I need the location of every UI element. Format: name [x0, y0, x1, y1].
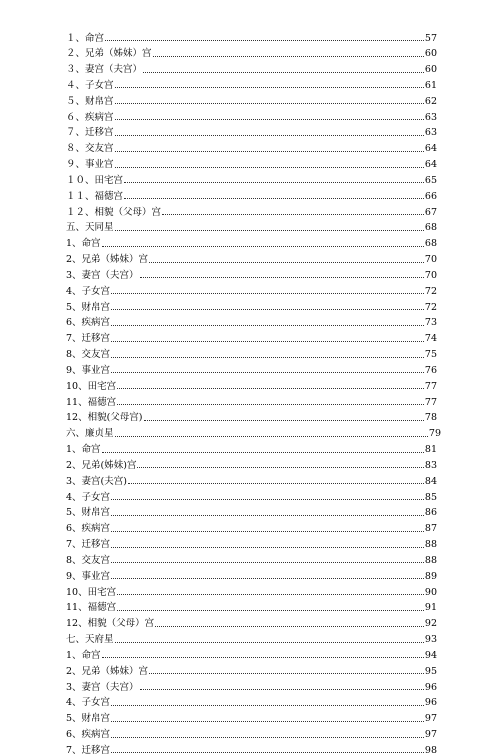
dot-leader — [143, 72, 424, 73]
toc-entry-title: 6、疾病宫 — [66, 317, 111, 329]
toc-entry-title: 2、兄弟（姊妹）宫 — [66, 665, 149, 677]
toc-entry-page-number: 95 — [424, 665, 437, 677]
toc-entry — [66, 312, 437, 328]
toc-entry — [66, 676, 437, 692]
toc-entry-page-number: 66 — [424, 190, 437, 202]
toc-entry — [66, 518, 437, 534]
toc-entry-title: 4、子女宫 — [66, 491, 111, 503]
toc-entry — [66, 581, 437, 597]
dot-leader — [111, 578, 424, 579]
toc-entry-page-number: 96 — [424, 681, 437, 693]
dot-leader — [117, 388, 424, 389]
dot-leader — [111, 531, 424, 532]
toc-entry — [66, 644, 437, 660]
toc-entry-page-number: 79 — [428, 428, 441, 440]
toc-entry-page-number: 91 — [424, 602, 437, 614]
toc-entry — [66, 185, 437, 201]
toc-entry — [66, 280, 437, 296]
toc-entry — [66, 59, 437, 75]
dot-leader — [111, 737, 424, 738]
toc-entry — [66, 549, 437, 565]
toc-entry-title: 12、相貌(父母宫) — [66, 412, 143, 424]
toc-entry — [66, 74, 437, 90]
toc-entry-page-number: 97 — [424, 729, 437, 741]
toc-entry-title: １０、田宅宫 — [66, 174, 124, 186]
dot-leader — [111, 372, 424, 373]
toc-entry-title: ５、财帛宫 — [66, 95, 114, 107]
dot-leader — [140, 689, 424, 690]
dot-leader — [128, 483, 424, 484]
toc-entry-page-number: 65 — [424, 174, 437, 186]
toc-entry — [66, 201, 437, 217]
dot-leader — [115, 87, 424, 88]
toc-entry-page-number: 64 — [424, 143, 437, 155]
dot-leader — [111, 325, 424, 326]
toc-entry-page-number: 68 — [424, 238, 437, 250]
dot-leader — [111, 721, 424, 722]
dot-leader — [117, 610, 424, 611]
dot-leader — [124, 182, 424, 183]
toc-entry-title: １１、福德宫 — [66, 190, 124, 202]
toc-entry-title: 五、天同星 — [66, 222, 114, 234]
toc-entry-title: 7、迁移宫 — [66, 744, 111, 756]
toc-entry-page-number: 86 — [424, 507, 437, 519]
dot-leader — [111, 357, 424, 358]
toc-entry-title: 7、迁移宫 — [66, 333, 111, 345]
toc-entry-page-number: 88 — [424, 539, 437, 551]
toc-entry-title: ４、子女宫 — [66, 79, 114, 91]
toc-entry-title: 11、福德宫 — [66, 602, 117, 614]
toc-entry-title: 10、田宅宫 — [66, 380, 117, 392]
toc-entry-title: 8、交友宫 — [66, 554, 111, 566]
toc-entry-page-number: 63 — [424, 111, 437, 123]
toc-entry-title: 10、田宅宫 — [66, 586, 117, 598]
toc-entry-title: ９、事业宫 — [66, 159, 114, 171]
dot-leader — [162, 214, 424, 215]
toc-entry-title: 6、疾病宫 — [66, 729, 111, 741]
dot-leader — [115, 642, 424, 643]
toc-entry — [66, 613, 437, 629]
dot-leader — [111, 705, 424, 706]
toc-entry-title: 11、福德宫 — [66, 396, 117, 408]
dot-leader — [115, 151, 424, 152]
toc-entry-title: １、命宫 — [66, 32, 105, 44]
toc-entry-title: ２、兄弟（姊妹）宫 — [66, 48, 152, 60]
toc-entry-page-number: 70 — [424, 269, 437, 281]
toc-entry — [66, 565, 437, 581]
toc-entry-page-number: 94 — [424, 649, 437, 661]
dot-leader — [111, 293, 424, 294]
toc-entry — [66, 391, 437, 407]
dot-leader — [149, 262, 424, 263]
dot-leader — [111, 341, 424, 342]
toc-entry — [66, 138, 437, 154]
toc-entry-page-number: 77 — [424, 380, 437, 392]
dot-leader — [111, 547, 424, 548]
toc-entry-page-number: 92 — [424, 618, 437, 630]
toc-entry-title: 9、事业宫 — [66, 364, 111, 376]
toc-entry-page-number: 60 — [424, 48, 437, 60]
toc-entry-page-number: 88 — [424, 554, 437, 566]
toc-entry — [66, 264, 437, 280]
toc-entry-title: 1、命宫 — [66, 649, 101, 661]
toc-entry — [66, 249, 437, 265]
toc-entry-title: ３、妻宫（夫宫） — [66, 64, 143, 76]
dot-leader — [137, 467, 423, 468]
dot-leader — [153, 56, 424, 57]
dot-leader — [105, 40, 424, 41]
toc-entry — [66, 660, 437, 676]
toc-entry — [66, 708, 437, 724]
dot-leader — [115, 230, 424, 231]
toc-entry-title: 5、财帛宫 — [66, 713, 111, 725]
toc-entry-page-number: 85 — [424, 491, 437, 503]
toc-entry-title: 七、天府星 — [66, 634, 114, 646]
toc-entry-page-number: 89 — [424, 570, 437, 582]
toc-entry-title: ８、交友宫 — [66, 143, 114, 155]
dot-leader — [111, 562, 424, 563]
toc-entry-page-number: 75 — [424, 349, 437, 361]
dot-leader — [115, 135, 424, 136]
toc-entry-page-number: 98 — [424, 744, 437, 756]
toc-entry-page-number: 57 — [424, 32, 437, 44]
toc-entry — [66, 122, 437, 138]
toc-entry-page-number: 63 — [424, 127, 437, 139]
toc-entry-page-number: 90 — [424, 586, 437, 598]
toc-entry-page-number: 70 — [424, 254, 437, 266]
toc-entry — [66, 90, 437, 106]
toc-entry-title: １２、相貌（父母）宫 — [66, 206, 162, 218]
toc-entry — [66, 296, 437, 312]
toc-entry — [66, 739, 437, 755]
toc-entry — [66, 106, 437, 122]
dot-leader — [111, 752, 424, 753]
toc-entry — [66, 169, 437, 185]
toc-entry-title: 1、命宫 — [66, 444, 101, 456]
toc-entry — [66, 359, 437, 375]
toc-entry-page-number: 84 — [424, 475, 437, 487]
toc-entry-page-number: 83 — [424, 459, 437, 471]
toc-entry-title: ６、疾病宫 — [66, 111, 114, 123]
dot-leader — [115, 119, 424, 120]
toc-entry — [66, 439, 437, 455]
toc-entry-title: 5、财帛宫 — [66, 507, 111, 519]
toc-entry — [66, 328, 437, 344]
toc-entry-page-number: 76 — [424, 364, 437, 376]
dot-leader — [117, 404, 424, 405]
toc-entry — [66, 534, 437, 550]
toc-entry-title: ７、迁移宫 — [66, 127, 114, 139]
toc-entry — [66, 454, 437, 470]
toc-entry-title: 12、相貌（父母）宫 — [66, 618, 155, 630]
toc-entry — [66, 344, 437, 360]
toc-entry-title: 9、事业宫 — [66, 570, 111, 582]
toc-entry — [66, 154, 437, 170]
toc-entry-page-number: 74 — [424, 333, 437, 345]
toc-entry — [66, 27, 437, 43]
toc-entry-title: 3、妻宫(夫宫) — [66, 475, 127, 487]
toc-entry-title: 2、兄弟(姊妹)宫 — [66, 459, 137, 471]
toc-entry — [66, 375, 437, 391]
toc-entry — [66, 43, 437, 59]
toc-entry-title: 4、子女宫 — [66, 285, 111, 297]
toc-entry-title: 六、廉贞星 — [66, 428, 114, 440]
toc-entry-page-number: 62 — [424, 95, 437, 107]
dot-leader — [140, 277, 424, 278]
toc-entry-page-number: 68 — [424, 222, 437, 234]
dot-leader — [149, 673, 424, 674]
toc-entry — [66, 597, 437, 613]
toc-entry-page-number: 72 — [424, 285, 437, 297]
toc-entry-page-number: 73 — [424, 317, 437, 329]
dot-leader — [115, 167, 424, 168]
toc-entry-page-number: 97 — [424, 713, 437, 725]
toc-entry-title: 3、妻宫（夫宫） — [66, 681, 139, 693]
toc-entry-title: 4、子女宫 — [66, 697, 111, 709]
toc-entry-title: 8、交友宫 — [66, 349, 111, 361]
dot-leader — [144, 420, 424, 421]
dot-leader — [102, 452, 424, 453]
toc-entry-page-number: 61 — [424, 79, 437, 91]
toc-entry-title: 2、兄弟（姊妹）宫 — [66, 254, 149, 266]
toc-entry-page-number: 93 — [424, 634, 437, 646]
toc-entry — [66, 724, 437, 740]
toc-entry — [66, 233, 437, 249]
dot-leader — [115, 103, 424, 104]
dot-leader — [102, 246, 424, 247]
dot-leader — [115, 436, 428, 437]
toc-entry — [66, 692, 437, 708]
toc-entry-page-number: 60 — [424, 64, 437, 76]
dot-leader — [124, 198, 424, 199]
toc-entry — [66, 407, 437, 423]
toc-section-heading — [66, 629, 437, 645]
toc-entry-page-number: 78 — [424, 412, 437, 424]
toc-entry-page-number: 81 — [424, 444, 437, 456]
toc-entry-title: 7、迁移宫 — [66, 539, 111, 551]
toc-entry-page-number: 77 — [424, 396, 437, 408]
dot-leader — [111, 309, 424, 310]
toc-entry-page-number: 72 — [424, 301, 437, 313]
toc-entry-page-number: 96 — [424, 697, 437, 709]
dot-leader — [102, 657, 424, 658]
toc-entry — [66, 470, 437, 486]
toc-entry-title: 3、妻宫（夫宫） — [66, 269, 139, 281]
toc-section-heading — [66, 423, 441, 439]
dot-leader — [111, 499, 424, 500]
toc-section-heading — [66, 217, 437, 233]
dot-leader — [155, 626, 424, 627]
toc-entry-title: 5、财帛宫 — [66, 301, 111, 313]
toc-entry-title: 6、疾病宫 — [66, 523, 111, 535]
toc-entry-page-number: 64 — [424, 159, 437, 171]
dot-leader — [117, 594, 424, 595]
dot-leader — [111, 515, 424, 516]
toc-entry — [66, 502, 437, 518]
toc-entry-page-number: 67 — [424, 206, 437, 218]
toc-entry — [66, 486, 437, 502]
toc-entry-page-number: 87 — [424, 523, 437, 535]
toc-entry-title: 1、命宫 — [66, 238, 101, 250]
